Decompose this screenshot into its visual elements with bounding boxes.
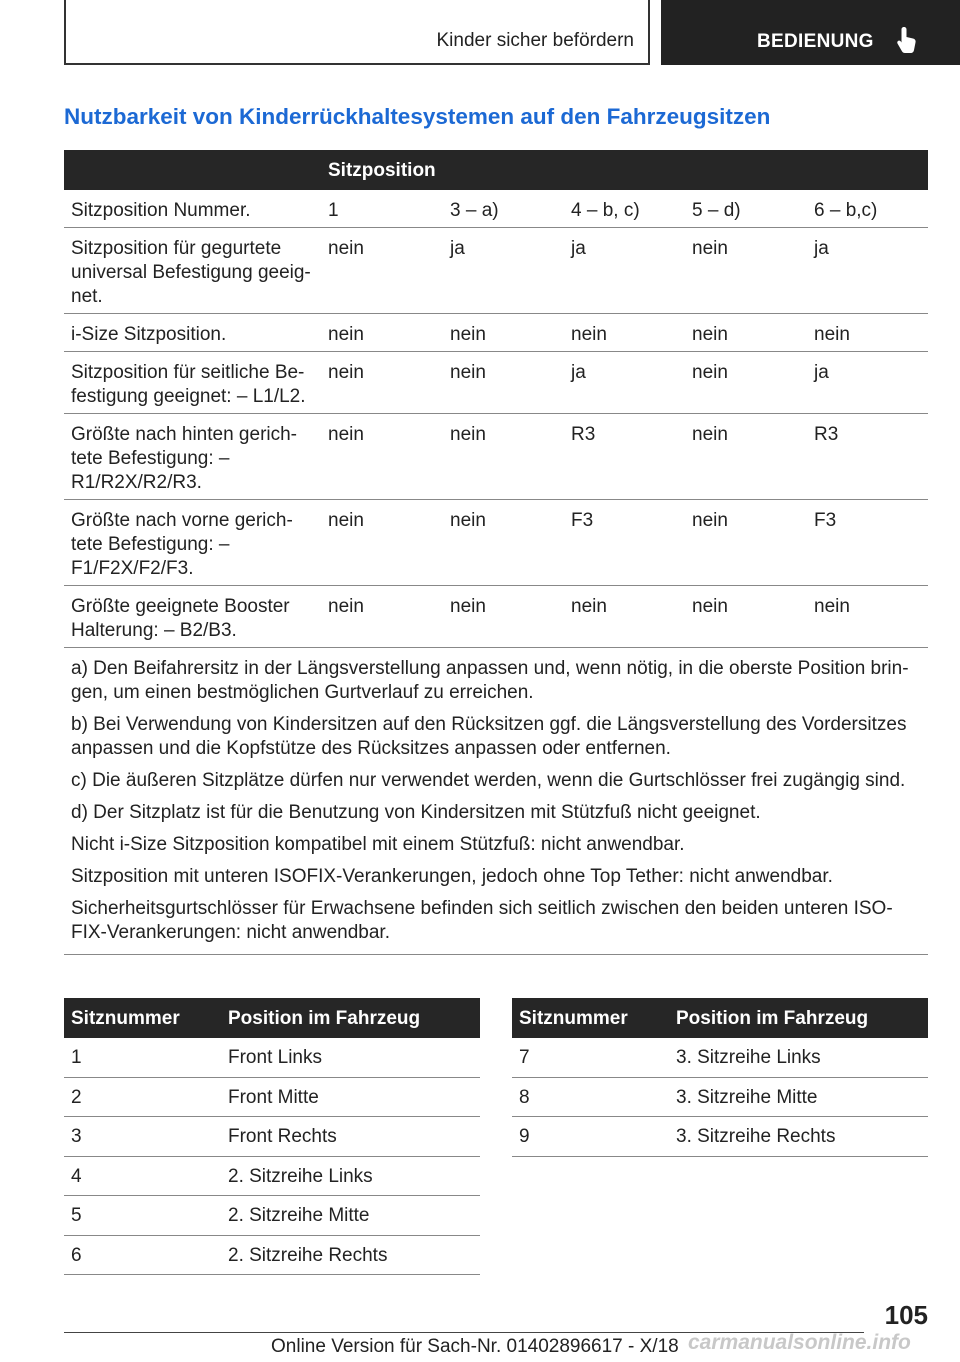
table-cell: nein (328, 362, 364, 383)
table-row (64, 190, 928, 228)
table-cell: nein (328, 424, 364, 445)
table-cell: nein (450, 362, 486, 383)
table-row (64, 500, 928, 586)
position-cell: 3. Sitzreihe Links (676, 1047, 821, 1068)
footnote: b) Bei Verwendung von Kindersitzen auf den Rücksitzen ggf. die Längsverstellung des Vordersitzes anpassen und die Kopfstütze des Rücksitzes anpassen oder entfernen. (71, 714, 907, 759)
table-cell: 3 – a) (450, 200, 499, 221)
table-cell: nein (328, 596, 364, 617)
table-row (64, 1078, 480, 1118)
table-row (512, 1117, 928, 1157)
row-label: Sitzposition für gegurtete universal Befestigung geeig-net. (71, 238, 311, 307)
hand-pointer-icon (895, 26, 919, 54)
table-cell: nein (814, 596, 850, 617)
online-version-text: Online Version für Sach-Nr. 01402896617 - X/18 (271, 1336, 679, 1357)
row-label: Sitzposition für seitliche Be-festigung geeignet: – L1/L2. (71, 362, 306, 407)
row-label: Größte geeignete Booster Halterung: – B2/B3. (71, 596, 290, 641)
table-cell: nein (692, 324, 728, 345)
table-row (64, 1157, 480, 1197)
footnote: d) Der Sitzplatz ist für die Benutzung von Kindersitzen mit Stützfuß nicht geeignet. (71, 802, 761, 823)
column-header-position: Position im Fahrzeug (228, 1008, 421, 1029)
table-cell: nein (328, 510, 364, 531)
position-cell: Front Rechts (228, 1126, 337, 1147)
table-cell: 4 – b, c) (571, 200, 640, 221)
table-cell: nein (571, 596, 607, 617)
table-header (64, 998, 480, 1038)
seat-number-cell: 2 (71, 1086, 82, 1108)
position-cell: 3. Sitzreihe Rechts (676, 1126, 836, 1147)
table-row (64, 414, 928, 500)
table-cell: 1 (328, 200, 339, 221)
table-row (64, 314, 928, 352)
table-row (512, 1078, 928, 1118)
column-header-seat-number: Sitznummer (71, 1008, 180, 1029)
table-cell: ja (571, 362, 586, 383)
seat-number-cell: 3 (71, 1126, 82, 1147)
table-cell: F3 (571, 510, 594, 531)
table-cell: R3 (814, 424, 839, 445)
seat-number-cell: 6 (71, 1244, 82, 1266)
position-cell: 2. Sitzreihe Rechts (228, 1244, 388, 1266)
table-header (512, 998, 928, 1038)
table-cell: nein (692, 596, 728, 617)
table-row (64, 1236, 480, 1276)
seat-number-table-left (64, 998, 480, 1275)
page-number: 105 (884, 1300, 928, 1330)
table-header-label: Sitzposition (328, 160, 436, 181)
footnote: Sitzposition mit unteren ISOFIX-Verankerungen, jedoch ohne Top Tether: nicht anwendbar. (71, 866, 833, 887)
table-row (64, 228, 928, 314)
table-cell: nein (328, 324, 364, 345)
table-cell: nein (692, 362, 728, 383)
table-cell: nein (692, 424, 728, 445)
chapter-title: Kinder sicher befördern (436, 30, 634, 51)
seat-number-table-right (512, 998, 928, 1157)
row-label: Sitzposition Nummer. (71, 200, 251, 221)
seat-number-cell: 4 (71, 1165, 82, 1187)
seat-usability-table (64, 150, 928, 955)
table-cell: 5 – d) (692, 200, 741, 221)
table-cell: ja (814, 238, 829, 259)
table-cell: ja (571, 238, 586, 259)
row-label: Größte nach hinten gerich-tete Befestigung: – R1/R2X/R2/R3. (71, 424, 298, 493)
table-row (64, 1038, 480, 1078)
table-cell: ja (814, 362, 829, 383)
table-cell: nein (450, 324, 486, 345)
table-cell: nein (450, 510, 486, 531)
row-label: Größte nach vorne gerich-tete Befestigung: – F1/F2X/F2/F3. (71, 510, 293, 579)
position-cell: Front Links (228, 1047, 322, 1068)
table-notes (64, 648, 928, 955)
header-chapter-box (64, 0, 650, 65)
position-cell: 2. Sitzreihe Links (228, 1165, 373, 1187)
table-row (512, 1038, 928, 1078)
column-header-position: Position im Fahrzeug (676, 1008, 869, 1029)
row-label: i-Size Sitzposition. (71, 324, 227, 345)
seat-number-cell: 1 (71, 1047, 82, 1068)
seat-number-cell: 9 (519, 1126, 530, 1147)
table-row (64, 1117, 480, 1157)
watermark: carmanualsonline.info (688, 1331, 911, 1354)
table-cell: nein (692, 510, 728, 531)
table-cell: 6 – b,c) (814, 200, 878, 221)
table-cell: nein (814, 324, 850, 345)
seat-number-cell: 8 (519, 1086, 530, 1108)
table-row (64, 586, 928, 648)
table-cell: nein (450, 424, 486, 445)
table-cell: nein (328, 238, 364, 259)
position-cell: Front Mitte (228, 1086, 319, 1108)
footnote: Nicht i-Size Sitzposition kompatibel mit einem Stützfuß: nicht anwendbar. (71, 834, 685, 855)
position-cell: 3. Sitzreihe Mitte (676, 1086, 818, 1108)
seat-number-cell: 5 (71, 1205, 82, 1226)
seat-number-cell: 7 (519, 1047, 530, 1068)
footnote: c) Die äußeren Sitzplätze dürfen nur verwendet werden, wenn die Gurtschlösser frei zugängig sind. (71, 770, 906, 791)
table-header (64, 150, 928, 190)
table-cell: nein (450, 596, 486, 617)
position-cell: 2. Sitzreihe Mitte (228, 1205, 370, 1226)
table-cell: ja (450, 238, 465, 259)
page-title: Nutzbarkeit von Kinderrückhaltesystemen auf den Fahrzeugsitzen (64, 104, 771, 129)
table-row (64, 1196, 480, 1236)
table-row (64, 352, 928, 414)
table-cell: F3 (814, 510, 837, 531)
footnote: Sicherheitsgurtschlösser für Erwachsene befinden sich seitlich zwischen den beiden unteren ISO-FIX-Verankerungen: nicht anwendbar. (71, 898, 893, 943)
footnote: a) Den Beifahrersitz in der Längsverstellung anpassen und, wenn nötig, in die oberste Position brin-gen, um einen bestmöglichen Gurtverlauf zu erreichen. (71, 658, 909, 703)
column-header-seat-number: Sitznummer (519, 1008, 628, 1029)
table-cell: nein (692, 238, 728, 259)
header-section-box (661, 0, 960, 65)
table-cell: nein (571, 324, 607, 345)
table-cell: R3 (571, 424, 596, 445)
section-title: BEDIENUNG (757, 31, 874, 52)
